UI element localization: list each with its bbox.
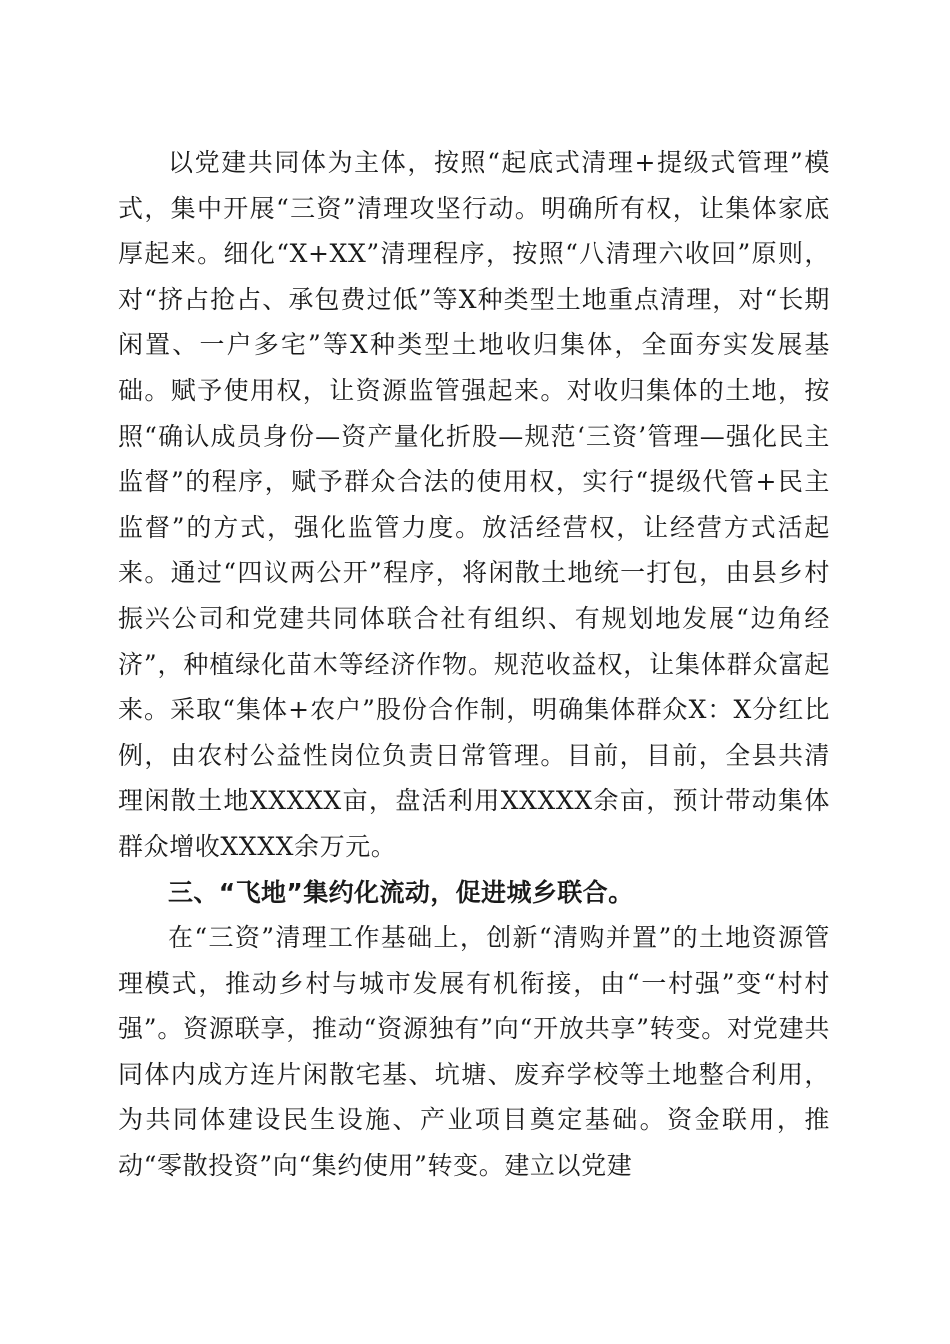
body-paragraph-2: 在“三资”清理工作基础上，创新“清购并置”的土地资源管理模式，推动乡村与城市发展有机衔接，由“一村强”变“村村强”。资源联享，推动“资源独有”向“开放共享”转变。对党建共同体内成方连片闲散宅基、坑塘、废弃学校等土地整合利用，为共同体建设民生设施、产业项目奠定基础。资金联用，推动“零散投资”向“集约使用”转变。建立以党建 bbox=[118, 923, 830, 1181]
section-heading-3: 三、“飞地”集约化流动，促进城乡联合。 bbox=[168, 877, 634, 907]
document-body bbox=[118, 140, 830, 1189]
body-paragraph-1: 以党建共同体为主体，按照“起底式清理+提级式管理”模式，集中开展“三资”清理攻坚行动。明确所有权，让集体家底厚起来。细化“X+XX”清理程序，按照“八清理六收回”原则，对“挤占抢占、承包费过低”等X种类型土地重点清理，对“长期闲置、一户多宅”等X种类型土地收归集体，全面夯实发展基础。赋予使用权，让资源监管强起来。对收归集体的土地，按照“确认成员身份—资产量化折股—规范‘三资’管理—强化民主监督”的程序，赋予群众合法的使用权，实行“提级代管+民主监督”的方式，强化监管力度。放活经营权，让经营方式活起来。通过“四议两公开”程序，将闲散土地统一打包，由县乡村振兴公司和党建共同体联合社有组织、有规划地发展“边角经济”，种植绿化苗木等经济作物。规范收益权，让集体群众富起来。采取“集体+农户”股份合作制，明确集体群众X：X分红比例，由农村公益性岗位负责日常管理。目前，目前，全县共清理闲散土地XXXXX亩，盘活利用XXXXX余亩，预计带动集体群众增收XXXX余万元。 bbox=[118, 148, 830, 861]
